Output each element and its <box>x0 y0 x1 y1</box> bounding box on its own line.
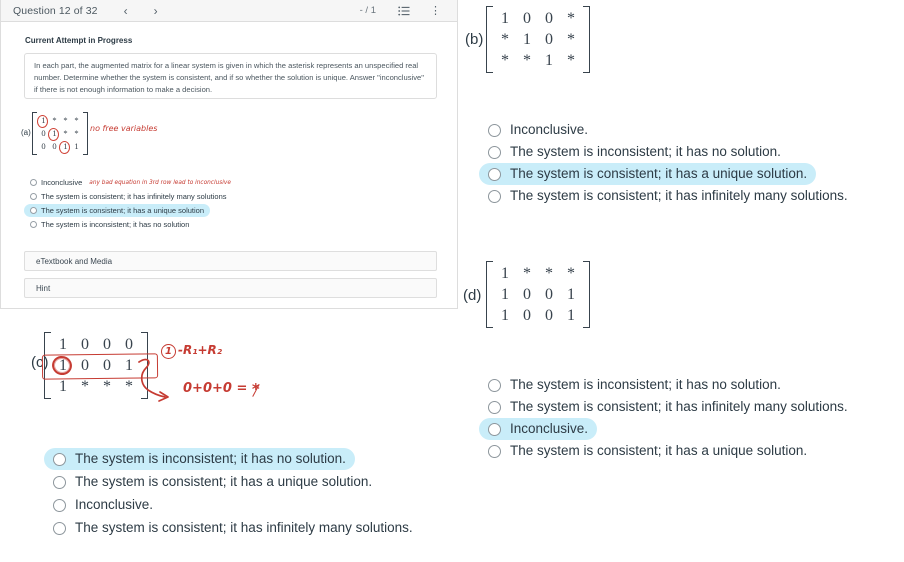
matrix-cell: 0 <box>41 141 46 151</box>
red-circle-annotation <box>59 141 70 154</box>
matrix-cell: 0 <box>103 336 111 353</box>
circled-one-annotation: 1 <box>161 344 176 359</box>
red-circle-annotation <box>48 128 59 141</box>
matrix-cell: 1 <box>501 265 509 282</box>
answer-option[interactable] <box>479 374 790 396</box>
option-label: The system is inconsistent; it has no solution. <box>510 144 781 159</box>
matrix-cell: 0 <box>523 307 531 324</box>
radio-button[interactable] <box>53 522 66 535</box>
part-b-label: (b) <box>465 31 484 48</box>
matrix-cell: 0 <box>545 31 553 48</box>
matrix-cell: * <box>567 265 575 282</box>
matrix-cell: 0 <box>523 10 531 27</box>
matrix-cell: 0 <box>125 336 133 353</box>
quiz-panel <box>0 0 458 309</box>
matrix-cell: 1 <box>567 307 575 324</box>
matrix-cell: * <box>567 31 575 48</box>
question-score: - / 1 <box>359 5 376 16</box>
answer-option[interactable] <box>24 218 195 231</box>
matrix-cell: * <box>63 128 68 138</box>
matrix-cell: 1 <box>501 286 509 303</box>
part-b-section <box>455 0 904 235</box>
question-header <box>1 0 457 22</box>
answer-option[interactable] <box>479 396 857 418</box>
matrix-cell: * <box>81 378 89 395</box>
matrix-row <box>494 305 582 326</box>
matrix-cell: 1 <box>125 357 133 374</box>
option-label: Inconclusive <box>41 177 83 187</box>
part-a-matrix <box>32 112 88 155</box>
problem-statement: In each part, the augmented matrix for a linear system is given in which the asterisk represents an unspecified real number. Determine whether the system is consistent, and if so whether the solution is unique. Answer "inconclusive" if there is not enough information to make a decision. <box>24 53 437 99</box>
matrix-cell: 0 <box>545 307 553 324</box>
option-label: The system is consistent; it has a unique solution. <box>510 166 808 181</box>
matrix-cell: 0 <box>81 336 89 353</box>
part-d-section <box>455 255 904 495</box>
answer-option[interactable] <box>44 494 162 516</box>
answer-option[interactable] <box>44 471 381 493</box>
matrix-cell: * <box>63 115 68 125</box>
part-c-matrix <box>44 332 148 399</box>
matrix-bracket-right <box>583 261 590 328</box>
part-a-options <box>24 176 237 232</box>
part-d-options <box>479 374 857 462</box>
matrix-cell: * <box>74 115 79 125</box>
matrix-cell: * <box>567 10 575 27</box>
slashed-asterisk: * <box>251 380 260 398</box>
kebab-menu-icon[interactable]: ⋮ <box>430 5 441 17</box>
part-c-label: (c) <box>31 354 49 371</box>
answer-option[interactable] <box>479 418 597 440</box>
hint-bar[interactable] <box>24 278 437 298</box>
radio-button[interactable] <box>30 221 37 228</box>
part-d-label: (d) <box>463 287 482 304</box>
option-label: The system is consistent; it has a unique solution. <box>75 474 373 489</box>
prev-question-button[interactable]: ‹ <box>123 3 128 18</box>
radio-button[interactable] <box>488 445 501 458</box>
radio-button[interactable] <box>30 179 37 186</box>
matrix-cell: 1 <box>501 10 509 27</box>
radio-button[interactable] <box>53 453 66 466</box>
question-list-icon[interactable] <box>398 6 410 16</box>
matrix-row <box>494 50 582 71</box>
option-label: The system is consistent; it has infinitely many solutions. <box>510 188 848 203</box>
matrix-cell: 0 <box>545 286 553 303</box>
red-circle-annotation <box>37 115 48 128</box>
answer-option[interactable] <box>479 163 816 185</box>
etextbook-media-bar[interactable] <box>24 251 437 271</box>
matrix-cell: 1 <box>567 286 575 303</box>
option-label: The system is inconsistent; it has no solution. <box>75 451 346 466</box>
radio-button[interactable] <box>30 193 37 200</box>
matrix-cell: * <box>501 31 509 48</box>
attempt-status-label: Current Attempt in Progress <box>25 36 133 45</box>
handwritten-note-no-free-variables: no free variables <box>90 124 158 133</box>
next-question-button[interactable]: › <box>153 3 158 18</box>
matrix-cell: 0 <box>52 141 57 151</box>
radio-button[interactable] <box>488 401 501 414</box>
option-label: The system is inconsistent; it has no solution. <box>510 377 781 392</box>
matrix-cell: 1 <box>59 336 67 353</box>
matrix-cell: 0 <box>41 128 46 138</box>
answer-option[interactable] <box>479 141 790 163</box>
matrix-cell: 0 <box>81 357 89 374</box>
red-squiggly-arrow <box>136 356 176 406</box>
contradiction-sum: 0+0+0 = <box>183 381 248 396</box>
matrix-cell: 0 <box>523 286 531 303</box>
option-label: The system is consistent; it has a unique solution <box>41 205 205 215</box>
matrix-row <box>494 284 582 305</box>
part-c-section <box>0 320 460 562</box>
answer-option[interactable] <box>24 190 233 203</box>
matrix-cell: * <box>103 378 111 395</box>
matrix-cell: * <box>545 265 553 282</box>
matrix-cell: 1 <box>52 128 57 138</box>
matrix-row <box>38 127 82 140</box>
radio-button[interactable] <box>488 168 501 181</box>
hint-label: Hint <box>36 283 51 293</box>
row-operation-text: -R₁+R₂ <box>178 343 223 357</box>
option-label: Inconclusive. <box>510 421 589 436</box>
matrix-bracket-left <box>486 6 493 73</box>
matrix-cell: * <box>74 128 79 138</box>
matrix-bracket-right <box>83 112 88 155</box>
option-label: Inconclusive. <box>75 497 154 512</box>
matrix-cell: 1 <box>545 52 553 69</box>
radio-button[interactable] <box>488 423 501 436</box>
matrix-bracket-right <box>583 6 590 73</box>
option-label: Inconclusive. <box>510 122 589 137</box>
part-c-options <box>44 448 422 540</box>
answer-option[interactable] <box>479 185 857 207</box>
matrix-row <box>494 29 582 50</box>
matrix-cell: 1 <box>74 141 79 151</box>
option-label: The system is consistent; it has infinitely many solutions. <box>510 399 848 414</box>
answer-option[interactable] <box>24 204 210 217</box>
matrix-row <box>52 334 140 355</box>
part-b-matrix <box>486 6 590 73</box>
option-label: The system is consistent; it has infinitely many solutions <box>41 191 227 201</box>
matrix-cell: * <box>567 52 575 69</box>
part-a-label: (a) <box>21 128 31 137</box>
matrix-cell: * <box>125 378 133 395</box>
matrix-cell: 0 <box>545 10 553 27</box>
etextbook-media-label: eTextbook and Media <box>36 256 113 266</box>
matrix-cell: * <box>501 52 509 69</box>
matrix-cell: 1 <box>41 115 46 125</box>
matrix-cell: 1 <box>63 141 68 151</box>
matrix-row <box>494 263 582 284</box>
part-d-matrix <box>486 261 590 328</box>
handwritten-contradiction <box>183 378 260 396</box>
option-label: The system is consistent; it has infinitely many solutions. <box>75 520 413 535</box>
matrix-bracket-left <box>486 261 493 328</box>
part-b-options <box>479 119 857 207</box>
matrix-cell: * <box>523 265 531 282</box>
answer-option[interactable] <box>44 448 355 470</box>
matrix-cell: * <box>523 52 531 69</box>
matrix-cell: 1 <box>59 357 67 374</box>
radio-button[interactable] <box>30 207 37 214</box>
radio-button[interactable] <box>488 124 501 137</box>
radio-button[interactable] <box>53 476 66 489</box>
radio-button[interactable] <box>488 190 501 203</box>
option-label: The system is consistent; it has a unique solution. <box>510 443 808 458</box>
question-title: Question 12 of 32 <box>13 4 98 17</box>
matrix-cell: * <box>52 115 57 125</box>
radio-button[interactable] <box>488 379 501 392</box>
handwritten-note: any bad equation in 3rd row lead to inconclusive <box>89 179 231 186</box>
matrix-cell: 1 <box>523 31 531 48</box>
answer-option[interactable] <box>479 119 597 141</box>
answer-option[interactable] <box>44 517 422 539</box>
matrix-row <box>494 8 582 29</box>
matrix-cell: 1 <box>501 307 509 324</box>
answer-option[interactable] <box>479 440 816 462</box>
answer-option[interactable] <box>24 176 237 189</box>
radio-button[interactable] <box>53 499 66 512</box>
matrix-cell: 1 <box>59 378 67 395</box>
matrix-cell: 0 <box>103 357 111 374</box>
radio-button[interactable] <box>488 146 501 159</box>
option-label: The system is inconsistent; it has no solution <box>41 219 190 229</box>
